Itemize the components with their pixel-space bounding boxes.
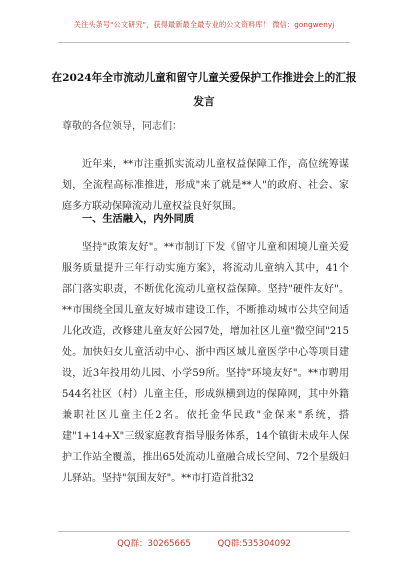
header-divider bbox=[58, 42, 350, 43]
header-banner: 关注头条号"公文研究"，获得最新最全最专业的公文资料库！ 微信：gongwenyj bbox=[73, 20, 335, 29]
section-heading: 一、生活融入，内外同质 bbox=[82, 214, 195, 225]
document-title: 在2024年全市流动儿童和留守儿童关爱保护工作推进会上的汇报发言 bbox=[51, 72, 357, 108]
intro-paragraph: 近年来，**市注重抓实流动儿童权益保障工作，高位统筹谋划，全流程高标准推进，形成"来了就是**人"的政府、社会、家庭多方联动保障流动儿童权益良好氛围。 bbox=[62, 159, 349, 212]
footer-qq-group-2: QQ群:535304092 bbox=[217, 539, 291, 549]
footer-qq-group-1: QQ群：30265665 bbox=[117, 539, 191, 549]
salutation: 尊敬的各位领导，同志们： bbox=[62, 121, 182, 132]
footer bbox=[0, 537, 408, 549]
footer-divider bbox=[58, 531, 350, 532]
section-body-paragraph: 坚持"政策友好"。**市制订下发《留守儿童和困境儿童关爱服务质量提升三年行动实施方案》，将流动儿童纳入其中，41个部门落实职责，不断优化流动儿童权益保障。坚持"硬件友好"。**市围绕全国儿童友好城市建设工作，不断推动城市公共空间适儿化改造，改修建儿童友好公园7处，增加社区儿童"微空间"215处。加快妇女儿童活动中心、浙中西区域儿童医学中心等项目建设，近3年投用幼儿园、小学59所。坚持"环境友好"。**市聘用544名社区（村）儿童主任，形成纵横到边的保障网，其中外籍兼职社区儿童主任2名。依托金华民政"金保来"系统，搭建"1+14+X"三级家庭教育指导服务体系，14个镇街未成年人保护工作站全覆盖，推出65处流动儿童融合成长空间、72个星级妇儿驿站。坚持"氛围友好"。**市打造首批32 bbox=[62, 242, 349, 484]
